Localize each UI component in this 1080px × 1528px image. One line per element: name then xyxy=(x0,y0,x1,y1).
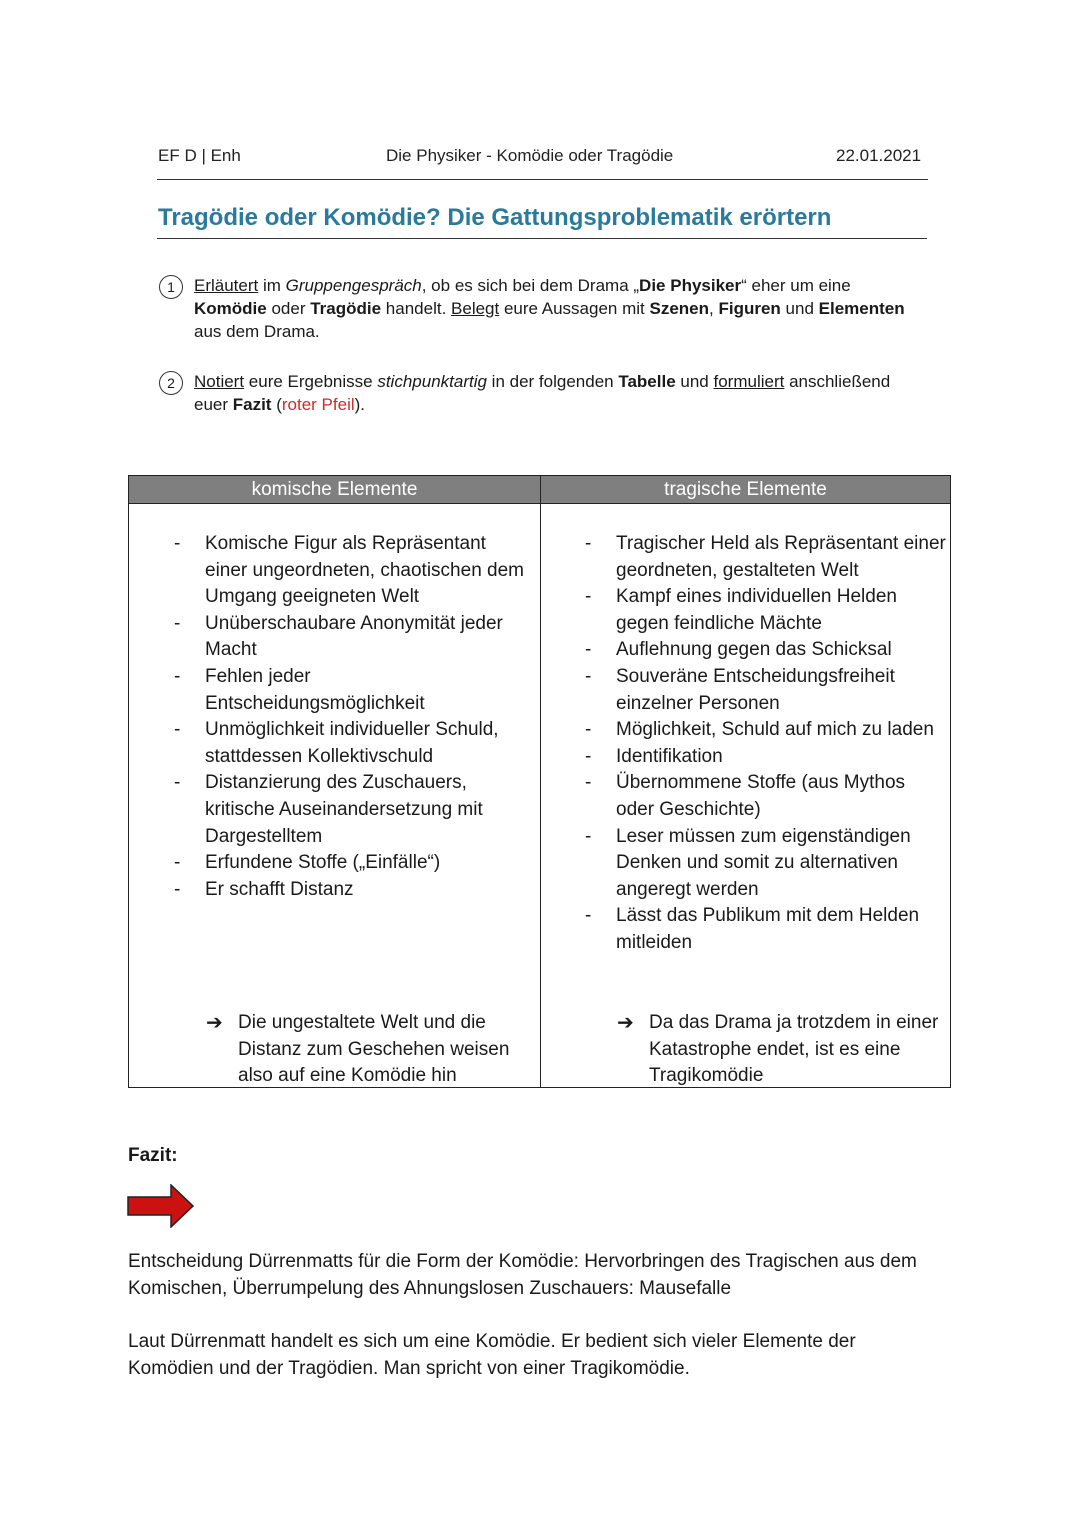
text-fragment: im xyxy=(258,276,286,295)
text-fragment: handelt. xyxy=(381,299,452,318)
text-fragment: ( xyxy=(271,395,282,414)
list-item: - Übernommene Stoffe (aus Mythos oder Geschichte) xyxy=(616,770,946,823)
text-fragment: roter Pfeil xyxy=(281,395,355,414)
tragic-conclusion xyxy=(617,1010,939,1090)
list-item: - Unüberschaubare Anonymität jeder Macht xyxy=(205,611,530,664)
list-item: - Lässt das Publikum mit dem Helden mitleiden xyxy=(616,903,946,956)
text-fragment: Szenen xyxy=(649,299,710,318)
text-fragment: ). xyxy=(354,395,366,414)
text-fragment: und xyxy=(675,372,714,391)
list-item: - Fehlen jeder Entscheidungsmöglichkeit xyxy=(205,664,530,717)
text-fragment: Komödie xyxy=(194,299,267,318)
text-fragment: eure Aussagen mit xyxy=(499,299,650,318)
topic-label: Die Physiker - Komödie oder Tragödie xyxy=(386,146,674,165)
task-1-text xyxy=(194,274,924,343)
text-fragment: Tragödie xyxy=(310,299,382,318)
fazit-paragraph-2: Laut Dürrenmatt handelt es sich um eine Komödie. Er bedient sich vieler Elemente der Komödien und der Tragödien. Man spricht von einer Tragikomödie. xyxy=(128,1331,856,1379)
red-arrow-icon xyxy=(127,1184,195,1228)
elements-table xyxy=(128,475,951,1088)
task-1-verb: Erläutert xyxy=(194,276,259,295)
text-fragment: Gruppengespräch xyxy=(285,276,422,295)
list-item: - Identifikation xyxy=(616,744,946,771)
comic-conclusion-text: Die ungestaltete Welt und die Distanz zum Geschehen weisen also auf eine Komödie hin xyxy=(238,1012,510,1087)
list-item: - Tragischer Held als Repräsentant einer geordneten, gestalteten Welt xyxy=(616,531,946,584)
text-fragment: Belegt xyxy=(451,299,500,318)
list-item: - Er schafft Distanz xyxy=(205,877,530,904)
text-fragment: , xyxy=(709,299,719,318)
task-2-number: 2 xyxy=(159,371,183,395)
comic-header: komische Elemente xyxy=(129,476,540,504)
header-divider xyxy=(157,179,928,180)
text-fragment: Die Physiker xyxy=(639,276,742,295)
tragic-header: tragische Elemente xyxy=(541,476,950,504)
text-fragment: in der folgenden xyxy=(486,372,619,391)
text-fragment: eure Ergebnisse xyxy=(244,372,378,391)
fazit-paragraph-1: Entscheidung Dürrenmatts für die Form der Komödie: Hervorbringen des Tragischen aus dem Komischen, Überrumpelung des Ahnungslosen Zuschauers: Mausefalle xyxy=(128,1251,917,1299)
arrow-right-icon: ➔ xyxy=(206,1012,223,1034)
column-divider xyxy=(540,476,541,1087)
comic-list xyxy=(205,531,530,903)
page-title: Tragödie oder Komödie? Die Gattungsproblematik erörtern xyxy=(158,204,832,231)
arrow-right-icon: ➔ xyxy=(617,1012,634,1034)
text-fragment: formuliert xyxy=(713,372,785,391)
title-divider xyxy=(157,238,927,239)
text-fragment: oder xyxy=(266,299,311,318)
text-fragment: und xyxy=(780,299,819,318)
list-item: - Souveräne Entscheidungsfreiheit einzelner Personen xyxy=(616,664,946,717)
text-fragment: anschließend euer xyxy=(194,372,891,414)
course-label: EF D | Enh xyxy=(158,146,241,165)
list-item: - Komische Figur als Repräsentant einer ungeordneten, chaotischen dem Umgang geeigneten Welt xyxy=(205,531,530,611)
text-fragment: Figuren xyxy=(718,299,781,318)
text-fragment: “ eher um eine xyxy=(741,276,851,295)
comic-conclusion xyxy=(206,1010,533,1090)
tragic-list xyxy=(616,531,946,957)
task-2-verb: Notiert xyxy=(194,372,245,391)
list-item: - Unmöglichkeit individueller Schuld, stattdessen Kollektivschuld xyxy=(205,717,530,770)
list-item: - Kampf eines individuellen Helden gegen feindliche Mächte xyxy=(616,584,946,637)
task-1-number: 1 xyxy=(159,275,183,299)
date-label: 22.01.2021 xyxy=(836,146,922,165)
list-item: - Leser müssen zum eigenständigen Denken und somit zu alternativen angeregt werden xyxy=(616,824,946,904)
text-fragment: Tabelle xyxy=(618,372,676,391)
list-item: - Möglichkeit, Schuld auf mich zu laden xyxy=(616,717,946,744)
text-fragment: , ob es sich bei dem Drama „ xyxy=(421,276,640,295)
text-fragment: aus dem Drama. xyxy=(194,322,320,341)
fazit-label: Fazit: xyxy=(128,1145,178,1166)
list-item: - Erfundene Stoffe („Einfälle“) xyxy=(205,850,530,877)
tragic-conclusion-text: Da das Drama ja trotzdem in einer Katastrophe endet, ist es eine Tragikomödie xyxy=(649,1012,939,1087)
list-item: - Auflehnung gegen das Schicksal xyxy=(616,637,946,664)
text-fragment: Fazit xyxy=(232,395,272,414)
list-item: - Distanzierung des Zuschauers, kritische Auseinandersetzung mit Dargestelltem xyxy=(205,770,530,850)
text-fragment: stichpunktartig xyxy=(377,372,487,391)
text-fragment: Elementen xyxy=(818,299,905,318)
task-2-text xyxy=(194,370,924,416)
